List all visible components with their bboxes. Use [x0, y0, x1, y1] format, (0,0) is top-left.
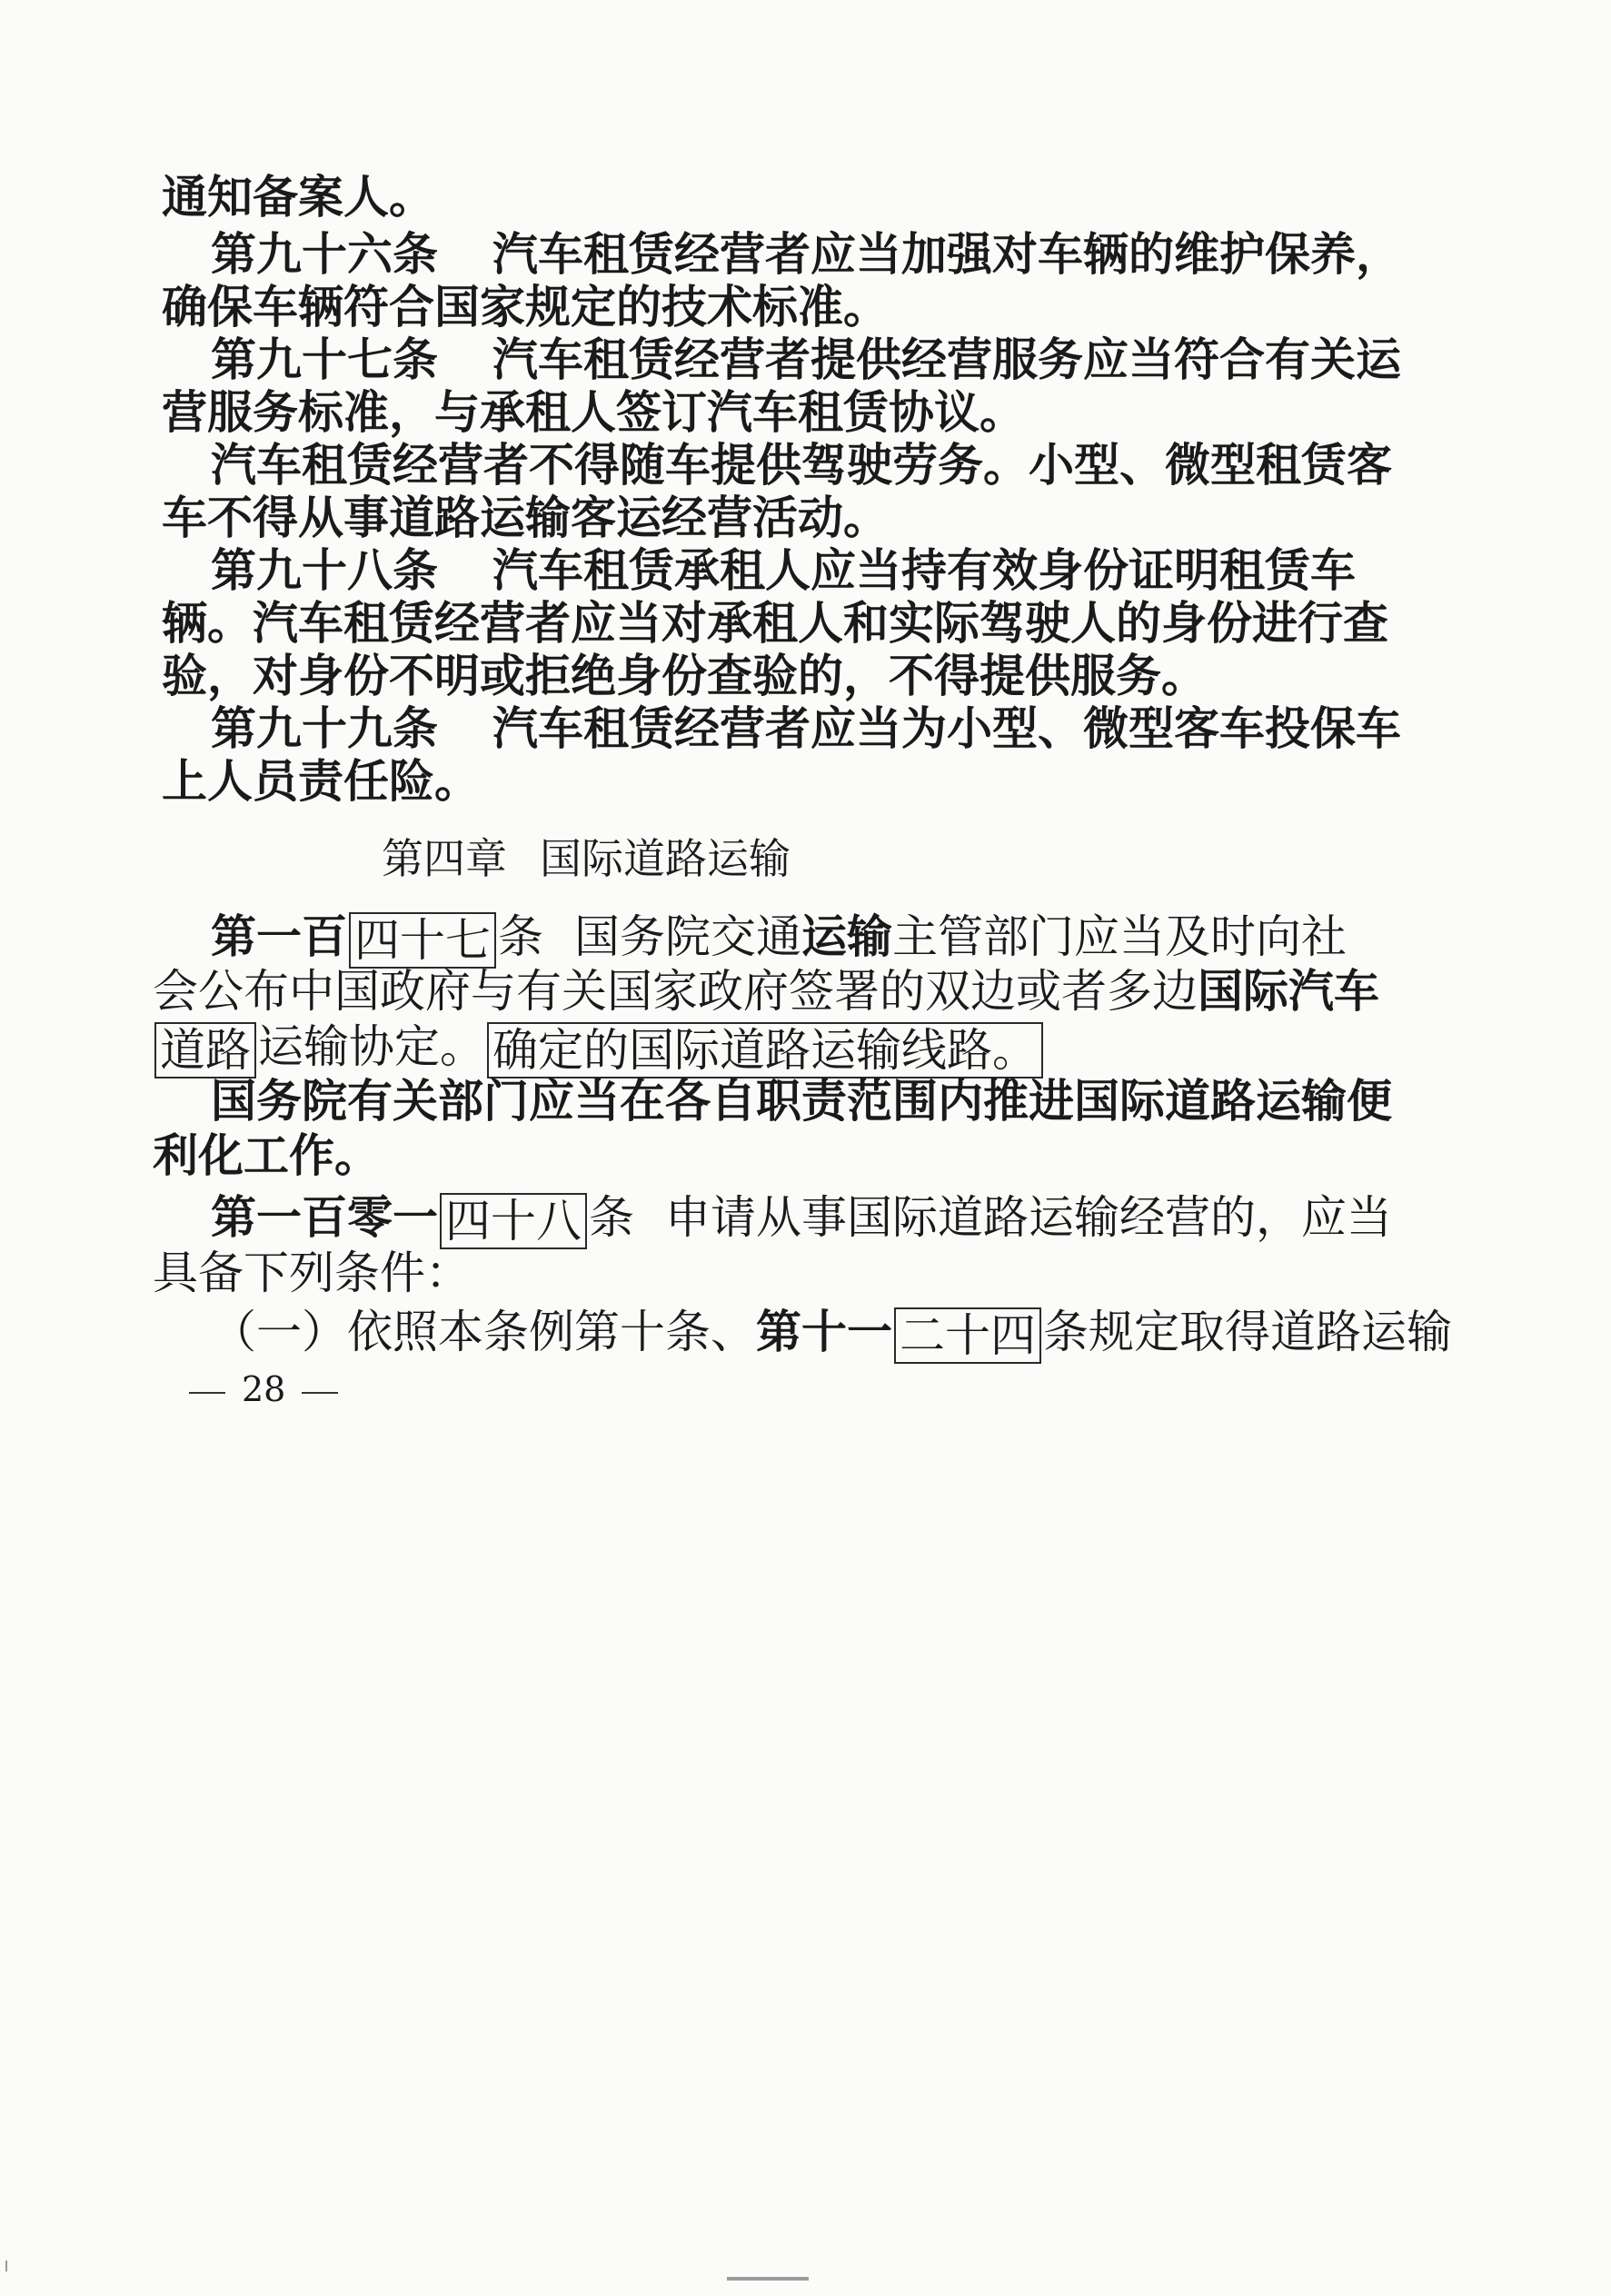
text: 汽车租赁承租人应当持有效身份证明租赁车 — [492, 543, 1356, 597]
article-number: 第九十六条 — [211, 227, 438, 281]
boxed-revision: 二十四 — [894, 1307, 1041, 1364]
text: 运输协定。 — [258, 1020, 485, 1073]
text-line — [0, 165, 1611, 229]
boxed-revision: 道路 — [154, 1022, 256, 1078]
text: 上人员责任险。 — [162, 754, 480, 808]
text: 汽车租赁经营者提供经营服务应当符合有关运 — [492, 333, 1401, 386]
text: 营服务标准，与承租人签订汽车租赁协议。 — [162, 385, 1025, 439]
text: 验，对身份不明或拒绝身份查验的，不得提供服务。 — [162, 649, 1207, 702]
text: 条 — [589, 1191, 634, 1244]
text-bold: 第十一 — [756, 1305, 892, 1358]
text: 利化工作。 — [153, 1128, 380, 1182]
text: 确保车辆符合国家规定的技术标准。 — [162, 280, 889, 333]
text: 汽车租赁经营者应当为小型、微型客车投保车 — [492, 701, 1401, 755]
article-148 — [0, 1186, 1611, 1249]
scan-mark — [727, 2277, 809, 2281]
text: 条规定取得道路运输 — [1043, 1306, 1452, 1358]
page-footer — [0, 1357, 1611, 1421]
text: 申请从事国际道路运输经营的，应当 — [665, 1191, 1392, 1244]
text: 具备下列条件： — [153, 1247, 471, 1299]
text-line — [0, 1124, 1611, 1188]
text: 主管部门应当及时向社 — [892, 910, 1347, 963]
text-line — [0, 750, 1611, 813]
text-line — [0, 1241, 1611, 1305]
text: 车不得从事道路运输客运经营活动。 — [162, 491, 889, 544]
text-bold: 运输 — [801, 909, 892, 963]
text: 国务院有关部门应当在各自职责范围内推进国际道路运输便 — [211, 1074, 1392, 1128]
page-number: 28 — [242, 1369, 286, 1409]
text: （一）依照本条例第十条、 — [211, 1306, 756, 1358]
boxed-revision: 四十七 — [349, 912, 496, 969]
boxed-revision: 确定的国际道路运输线路。 — [487, 1022, 1043, 1078]
article-prefix: 第一百零一 — [211, 1190, 438, 1244]
text: 会公布中国政府与有关国家政府签署的双边或者多边 — [153, 965, 1198, 1018]
text: 通知备案人。 — [162, 170, 434, 224]
dash-left — [189, 1392, 225, 1394]
chapter-title: 国际道路运输 — [540, 834, 791, 883]
article-prefix: 第一百 — [211, 909, 347, 963]
text: 国务院交通 — [574, 910, 801, 963]
text-line — [0, 1300, 1611, 1364]
text: 条 — [498, 910, 543, 963]
text: 汽车租赁经营者不得随车提供驾驶劳务。小型、微型租赁客 — [211, 438, 1392, 492]
scan-mark — [5, 2261, 7, 2271]
text-bold: 国际汽车 — [1198, 964, 1379, 1018]
boxed-revision: 四十八 — [440, 1193, 587, 1249]
chapter-heading — [0, 827, 1611, 890]
text: 辆。汽车租赁经营者应当对承租人和实际驾驶人的身份进行查 — [162, 596, 1388, 650]
article-number: 第九十八条 — [211, 543, 438, 597]
dash-right — [302, 1392, 338, 1394]
article-number: 第九十九条 — [211, 701, 438, 755]
text: 汽车租赁经营者应当加强对车辆的维护保养， — [492, 227, 1401, 281]
text-line — [0, 959, 1611, 1023]
chapter-number: 第四章 — [382, 834, 507, 883]
article-number: 第九十七条 — [211, 333, 438, 386]
